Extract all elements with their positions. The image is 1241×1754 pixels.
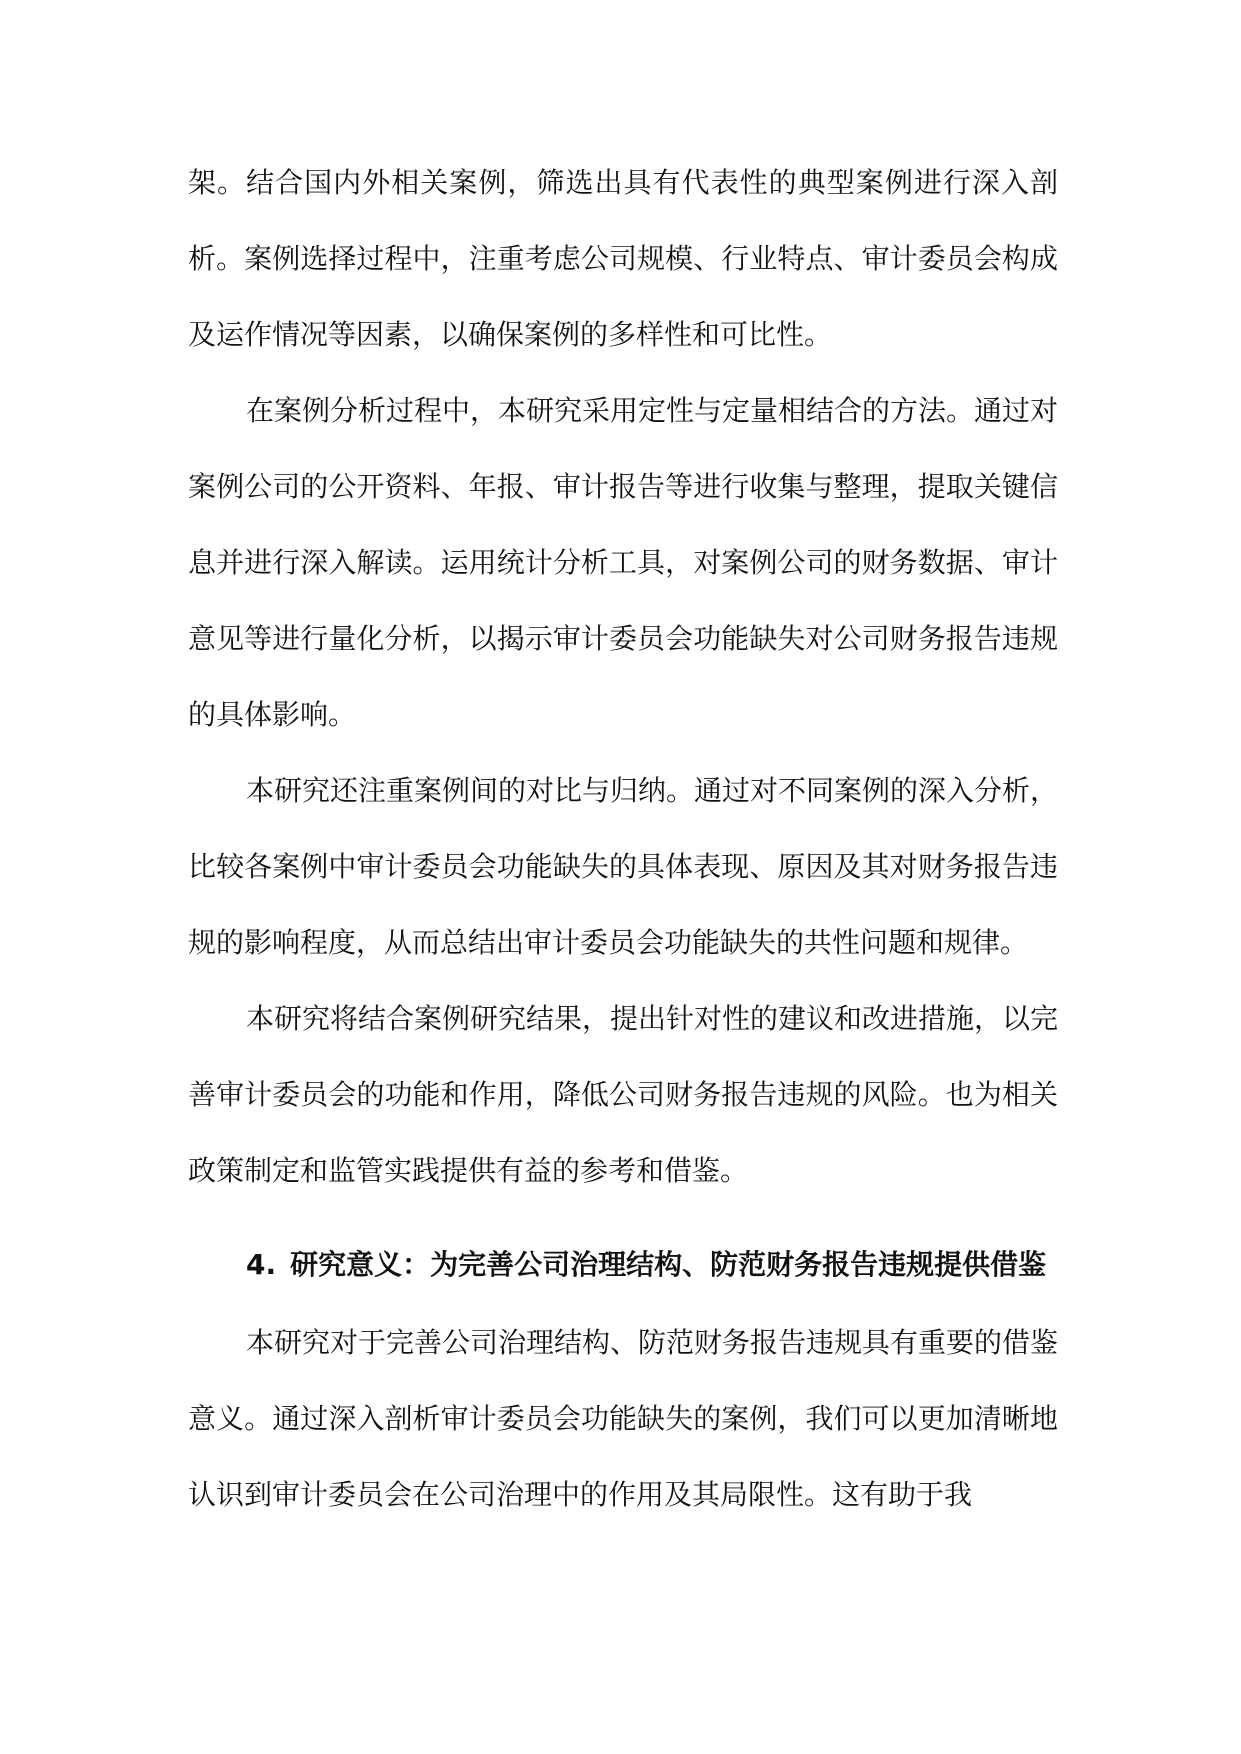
document-page [188, 145, 1058, 1533]
paragraph-research-significance: 本研究对于完善公司治理结构、防范财务报告违规具有重要的借鉴意义。通过深入剖析审计委员会功能缺失的案例，我们可以更加清晰地认识到审计委员会在公司治理中的作用及其局限性。这有助于我 [188, 1326, 1059, 1511]
paragraph-case-comparison: 本研究还注重案例间的对比与归纳。通过对不同案例的深入分析，比较各案例中审计委员会功能缺失的具体表现、原因及其对财务报告违规的影响程度，从而总结出审计委员会功能缺失的共性问题和规律。 [188, 774, 1059, 959]
paragraph-recommendations: 本研究将结合案例研究结果，提出针对性的建议和改进措施，以完善审计委员会的功能和作用，降低公司财务报告违规的风险。也为相关政策制定和监管实践提供有益的参考和借鉴。 [188, 1002, 1059, 1187]
section-heading-research-significance [188, 1225, 1058, 1305]
paragraph-case-selection: 架。结合国内外相关案例，筛选出具有代表性的典型案例进行深入剖析。案例选择过程中，注重考虑公司规模、行业特点、审计委员会构成及运作情况等因素，以确保案例的多样性和可比性。 [188, 166, 1058, 351]
paragraph-case-analysis-method: 在案例分析过程中，本研究采用定性与定量相结合的方法。通过对案例公司的公开资料、年报、审计报告等进行收集与整理，提取关键信息并进行深入解读。运用统计分析工具，对案例公司的财务数据、审计意见等进行量化分析，以揭示审计委员会功能缺失对公司财务报告违规的具体影响。 [188, 394, 1059, 731]
section-title: 研究意义：为完善公司治理结构、防范财务报告违规提供借鉴 [290, 1248, 1047, 1281]
section-number: 4. [246, 1248, 277, 1281]
